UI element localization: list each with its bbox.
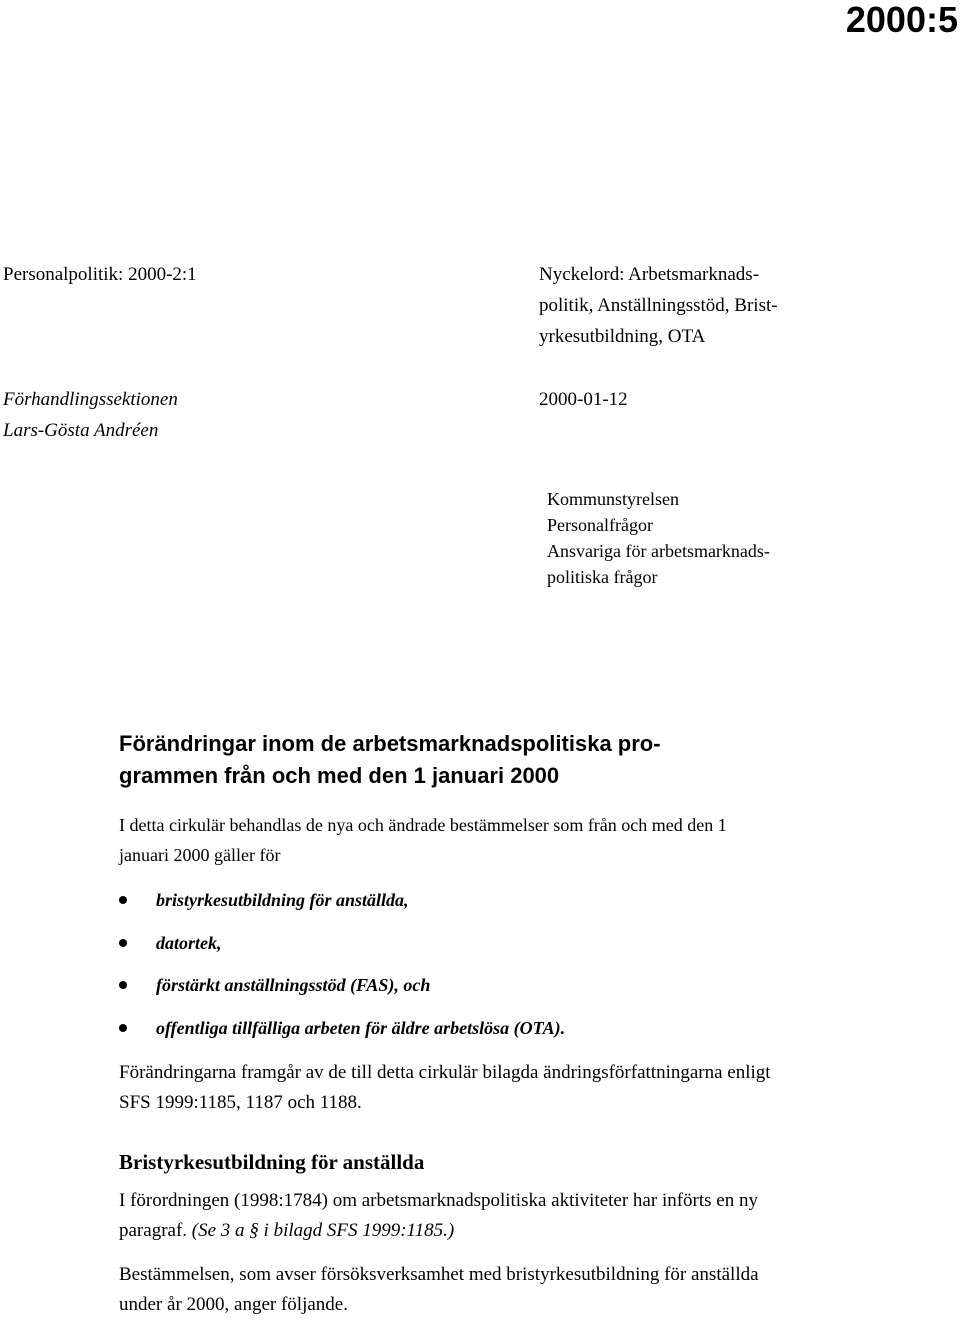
keywords-line: Nyckelord: Arbetsmarknads- <box>539 264 760 285</box>
recipient-line: Personalfrågor <box>547 515 653 535</box>
paragraph-line <box>119 1216 758 1246</box>
section-paragraph-1 <box>119 1186 758 1246</box>
paragraph-line: under år 2000, anger följande. <box>119 1294 348 1315</box>
intro-line: I detta cirkulär behandlas de nya och ändrade bestämmelser som från och med den 1 <box>119 815 727 835</box>
sender <box>3 384 178 446</box>
department: Förhandlingssektionen <box>3 389 178 410</box>
keywords-line: politik, Anställningsstöd, Brist- <box>539 295 778 316</box>
list-item <box>119 969 565 1012</box>
paragraph-text: paragraf. <box>119 1220 192 1241</box>
title-line: Förändringar inom de arbetsmarknadspolitiska pro- <box>119 731 661 756</box>
section-paragraph-2 <box>119 1260 759 1320</box>
bullet-icon <box>119 896 127 904</box>
intro-paragraph <box>119 810 727 870</box>
list-item <box>119 1012 565 1055</box>
paragraph-line: Bestämmelsen, som avser försöksverksamhet med bristyrkesutbildning för anställda <box>119 1264 759 1285</box>
keywords-line: yrkesutbildning, OTA <box>539 326 706 347</box>
list-item-text: datortek, <box>156 932 222 953</box>
bullet-icon <box>119 939 127 947</box>
list-item-text: offentliga tillfälliga arbeten för äldre arbetslösa (OTA). <box>156 1018 566 1039</box>
series-label: Personalpolitik: 2000-2:1 <box>3 264 197 285</box>
date: 2000-01-12 <box>539 389 628 410</box>
list-item <box>119 884 565 927</box>
list-item <box>119 927 565 970</box>
bullet-icon <box>119 1024 127 1032</box>
recipients <box>547 486 770 590</box>
changes-line: Förändringarna framgår av de till detta cirkulär bilagda ändringsförfattningarna enligt <box>119 1062 771 1083</box>
intro-line: januari 2000 gäller för <box>119 845 281 865</box>
recipient-line: politiska frågor <box>547 567 658 587</box>
author: Lars-Gösta Andréen <box>3 420 159 441</box>
bullet-icon <box>119 981 127 989</box>
list-item-text: förstärkt anställningsstöd (FAS), och <box>156 975 431 996</box>
document-number: 2000:5 <box>845 0 958 40</box>
changes-line: SFS 1999:1185, 1187 och 1188. <box>119 1092 362 1113</box>
bullet-list <box>119 884 565 1055</box>
recipient-line: Kommunstyrelsen <box>547 489 679 509</box>
paragraph-line: I förordningen (1998:1784) om arbetsmarknadspolitiska aktiviteter har införts en ny <box>119 1190 758 1211</box>
page-title <box>119 728 661 792</box>
changes-paragraph <box>119 1058 771 1118</box>
keywords <box>539 259 778 352</box>
recipient-line: Ansvariga för arbetsmarknads- <box>547 541 770 561</box>
section-heading: Bristyrkesutbildning för anställda <box>119 1150 425 1174</box>
list-item-text: bristyrkesutbildning för anställda, <box>156 890 409 910</box>
reference-note: (Se 3 a § i bilagd SFS 1999:1185.) <box>191 1220 455 1241</box>
title-line: grammen från och med den 1 januari 2000 <box>119 763 560 788</box>
